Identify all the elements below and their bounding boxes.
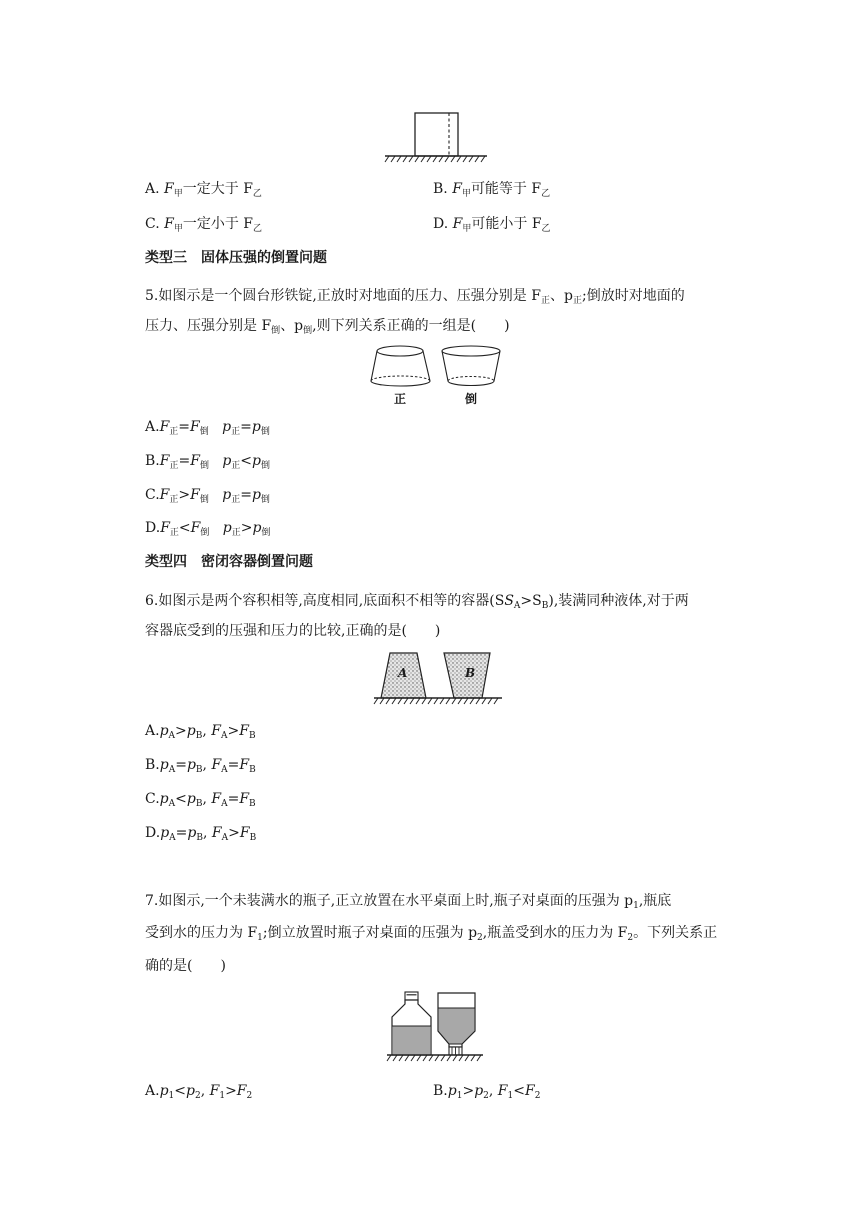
section-title-4: 类型四 密闭容器倒置问题 (145, 554, 313, 570)
q5-text: 压力、压强分别是 F (145, 318, 272, 334)
q4-option-a[interactable] (145, 179, 262, 204)
q6-stem-line-1: 6.如图示是两个容积相等,高度相同,底面积不相等的容器$(SS_A>S_B)$,装满同种液体,对于两 (145, 593, 689, 611)
q6-figure-label-b: B (465, 666, 476, 680)
option-subscript: 倒 (261, 461, 271, 471)
option-relation: > (240, 520, 253, 536)
option-letter: A. (145, 723, 160, 739)
q7-stem-line-1 (145, 890, 671, 911)
option-subscript: B (248, 731, 256, 741)
option-subscript: 倒 (199, 427, 209, 437)
option-relation: = (178, 453, 191, 469)
option-text: 一定大于 F (182, 181, 253, 197)
option-subscript: 倒 (199, 495, 209, 505)
q6-text: 6.如图示是两个容积相等,高度相同,底面积不相等的容器(S (145, 593, 505, 609)
option-relation: = (175, 757, 187, 773)
option-subscript: B (196, 833, 203, 843)
q5-subscript: 正 (540, 296, 550, 306)
option-subscript: 甲 (462, 224, 472, 234)
option-subscript: B (195, 799, 203, 809)
option-subscript: 1 (168, 1091, 175, 1101)
option-subscript: 1 (507, 1091, 514, 1101)
q5-figure (368, 343, 508, 408)
q6-option-b[interactable]: $B.p_A=p_B$, $F_A=F_B$ (145, 757, 256, 775)
option-letter: B. (433, 181, 448, 197)
option-subscript: 正 (231, 528, 241, 538)
option-relation: = (175, 825, 188, 841)
option-subscript: 倒 (260, 495, 270, 505)
q7-subscript: 1 (633, 901, 639, 911)
option-relation: > (225, 1083, 237, 1099)
option-relation: = (240, 487, 252, 503)
q5-stem-line-1 (145, 285, 685, 306)
option-letter: A. (145, 1083, 160, 1099)
option-text: 一定小于 F (182, 216, 254, 232)
option-subscript: A (168, 731, 176, 741)
option-subscript: 2 (194, 1091, 201, 1101)
q6-text: ),装满同种液体,对于两 (548, 593, 689, 609)
option-subscript: 正 (169, 461, 179, 471)
q6-stem-line-2: 容器底受到的压强和压力的比较,正确的是( ) (145, 623, 441, 639)
option-subscript: B (249, 799, 256, 809)
option-subscript: A (168, 799, 176, 809)
q7-option-b[interactable]: $B.p_1>p_2$, $F_1<F_2$ (433, 1083, 541, 1101)
option-subscript: 甲 (461, 189, 471, 199)
option-relation: > (227, 723, 240, 739)
option-subscript: 倒 (260, 427, 270, 437)
option-symbol: F (452, 181, 462, 197)
option-letter: D. (433, 216, 449, 232)
option-subscript: 乙 (541, 189, 551, 199)
option-subscript: 甲 (173, 224, 183, 234)
option-subscript: 正 (169, 495, 179, 505)
option-letter: C. (145, 487, 160, 503)
option-subscript: A (169, 833, 176, 843)
option-relation: < (178, 520, 191, 536)
option-subscript: 正 (231, 461, 241, 471)
q6-figure (372, 650, 504, 708)
option-subscript: 1 (456, 1091, 463, 1101)
q7-text: ;倒立放置时瓶子对桌面的压强为 p (262, 925, 478, 941)
option-letter: A. (145, 419, 160, 435)
option-subscript: 2 (246, 1091, 253, 1101)
option-relation: > (175, 723, 187, 739)
option-subscript: 1 (219, 1091, 226, 1101)
option-letter: C. (145, 791, 160, 807)
option-subscript: 乙 (253, 224, 263, 234)
q6-figure-label-a: A (398, 666, 408, 680)
q5-option-d[interactable]: $D.F_正<F_倒$ $p_正>p_倒$ (145, 520, 271, 538)
option-letter: D. (145, 520, 161, 536)
q5-figure-label-left: 正 (394, 392, 407, 406)
option-letter: B. (433, 1083, 448, 1099)
option-subscript: 正 (231, 427, 241, 437)
q5-stem-line-2 (145, 315, 510, 336)
q5-option-c[interactable]: $C.F_正>F_倒$ $p_正=p_倒$ (145, 487, 270, 505)
q5-text: ,则下列关系正确的一组是( ) (312, 318, 510, 334)
q6-option-c[interactable]: $C.p_A<p_B$, $F_A=F_B$ (145, 791, 256, 809)
q5-text: 5.如图示是一个圆台形铁锭,正放时对地面的压力、压强分别是 F (145, 288, 541, 304)
q5-subscript: 正 (572, 296, 582, 306)
q6-subscript: B (541, 601, 549, 611)
q7-subscript: 2 (627, 933, 634, 943)
option-subscript: 倒 (261, 528, 271, 538)
option-subscript: A (221, 833, 229, 843)
q7-option-a[interactable]: $A.p_1<p_2$, $F_1>F_2$ (145, 1083, 253, 1101)
option-subscript: A (221, 765, 228, 775)
option-relation: = (227, 791, 240, 807)
option-letter: B. (145, 757, 160, 773)
option-subscript: 正 (169, 528, 179, 538)
q6-text: >S (520, 593, 542, 609)
option-relation: > (462, 1083, 475, 1099)
q7-text: ,瓶盖受到水的压力为 F (482, 925, 628, 941)
q7-text: ,瓶底 (638, 893, 672, 909)
option-subscript: B (249, 765, 256, 775)
q6-option-d[interactable]: $D.p_A=p_B$, $F_A>F_B$ (145, 825, 257, 843)
option-relation: > (228, 825, 240, 841)
q5-text: 、p (280, 318, 304, 334)
q7-subscript: 1 (257, 933, 263, 943)
option-subscript: B (195, 731, 203, 741)
option-subscript: B (249, 833, 257, 843)
option-relation: < (240, 453, 253, 469)
q4-option-c[interactable] (145, 214, 262, 239)
option-subscript: 乙 (252, 189, 262, 199)
q5-subscript: 倒 (271, 326, 281, 336)
option-letter: D. (145, 825, 161, 841)
option-letter: A. (145, 181, 160, 197)
q5-text: ;倒放时对地面的 (581, 288, 685, 304)
q5-figure-label-right: 倒 (465, 392, 478, 406)
option-relation: > (178, 487, 191, 503)
option-subscript: 倒 (199, 461, 209, 471)
q4-option-b[interactable] (433, 179, 550, 204)
option-text: 可能小于 F (471, 216, 542, 232)
q7-text: 7.如图示,一个未装满水的瓶子,正立放置在水平桌面上时,瓶子对桌面的压强为 p (145, 893, 634, 909)
q7-subscript: 2 (477, 933, 483, 943)
option-symbol: F (164, 216, 174, 232)
option-relation: < (174, 1083, 186, 1099)
q7-figure (385, 990, 485, 1065)
q7-text: 受到水的压力为 F (145, 925, 258, 941)
q7-text: 。下列关系正 (633, 925, 718, 941)
option-relation: < (175, 791, 187, 807)
option-subscript: B (195, 765, 203, 775)
option-subscript: 甲 (173, 189, 183, 199)
option-relation: = (227, 757, 240, 773)
q5-option-a[interactable]: $A.F_正=F_倒$ $p_正=p_倒$ (145, 419, 270, 437)
option-symbol: F (164, 181, 174, 197)
q5-subscript: 倒 (303, 326, 313, 336)
option-symbol: F (452, 216, 463, 232)
option-subscript: 乙 (541, 224, 551, 234)
q4-figure (385, 110, 490, 165)
option-text: 可能等于 F (470, 181, 542, 197)
option-subscript: A (221, 799, 228, 809)
option-relation: = (240, 419, 252, 435)
section-title-3: 类型三 固体压强的倒置问题 (145, 250, 327, 266)
option-subscript: 2 (483, 1091, 489, 1101)
option-subscript: A (168, 765, 176, 775)
option-subscript: 正 (169, 427, 179, 437)
q5-text: 、p (550, 288, 573, 304)
q6-option-a[interactable]: $A.p_A>p_B$, $F_A>F_B$ (145, 723, 256, 741)
q4-option-d[interactable] (433, 214, 551, 239)
option-subscript: 倒 (200, 528, 210, 538)
q6-subscript: A (513, 601, 521, 611)
option-subscript: A (220, 731, 228, 741)
option-subscript: 正 (231, 495, 241, 505)
q5-option-b[interactable]: $B.F_正=F_倒$ $p_正<p_倒$ (145, 453, 271, 471)
q7-stem-line-3: 确的是( ) (145, 958, 226, 974)
option-subscript: 2 (534, 1091, 541, 1101)
q7-stem-line-2 (145, 922, 717, 943)
option-letter: B. (145, 453, 160, 469)
option-letter: C. (145, 216, 160, 232)
option-relation: < (513, 1083, 525, 1099)
option-relation: = (178, 419, 191, 435)
